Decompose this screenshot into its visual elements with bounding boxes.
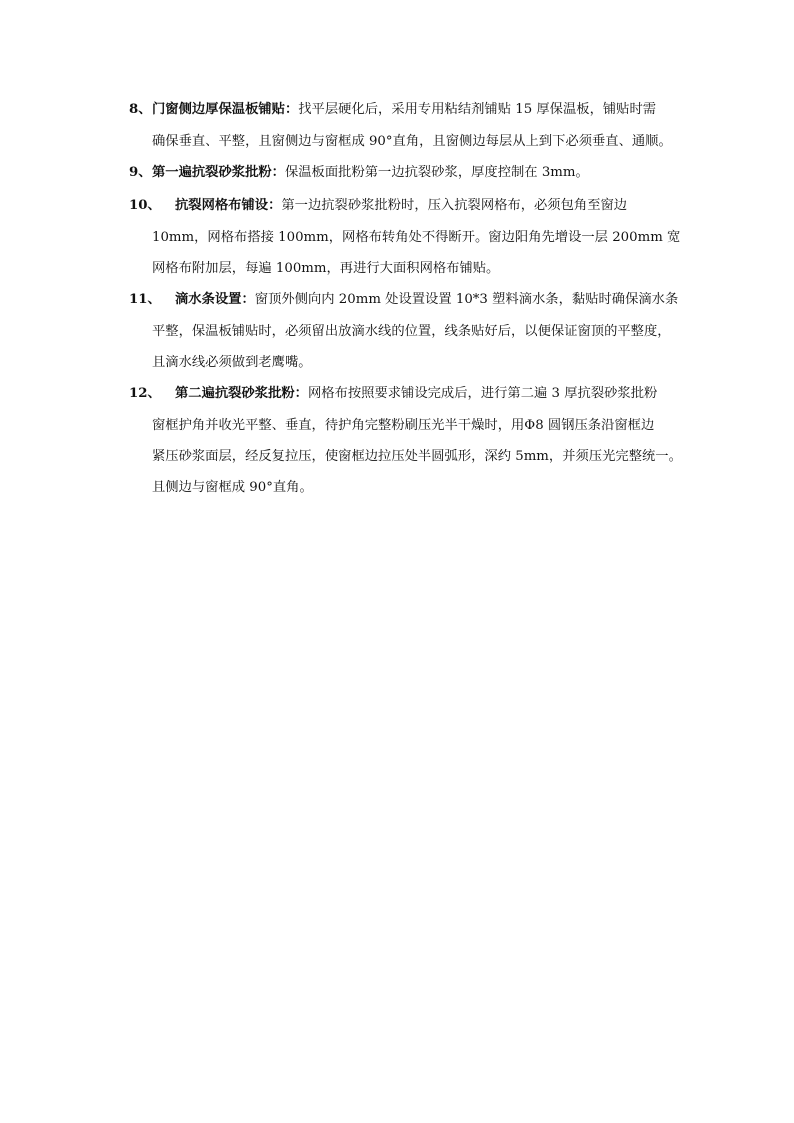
item-text-line: 紧压砂浆面层，经反复拉压，使窗框边拉压处半圆弧形，深约 5mm，并须压光完整统一。 [152,449,682,464]
item-text: 找平层硬化后，采用专用粘结剂铺贴 15 厚保温板，铺贴时需 [298,102,657,117]
item-text-line: 确保垂直、平整，且窗侧边与窗框成 90°直角，且窗侧边每层从上到下必须垂直、通顺。 [152,134,672,149]
item-title: 第二遍抗裂砂浆批粉： [175,386,308,401]
item-text: 网格布按照要求铺设完成后，进行第二遍 3 厚抗裂砂浆批粉 [307,386,658,401]
item-number: 11、 [129,292,161,307]
item-first-line [175,385,657,403]
item-text-line: 且侧边与窗框成 90°直角。 [152,480,313,495]
item-text-line: 网格布附加层，每遍 100mm，再进行大面积网格布铺贴。 [152,261,500,276]
item-number: 12、 [129,386,161,401]
item-title: 门窗侧边厚保温板铺贴： [152,102,299,117]
item-first-line [152,101,656,119]
item-text-line: 窗框护角并收光平整、垂直，待护角完整粉刷压光半干燥时，用Φ8 圆钢压条沿窗框边 [152,418,655,433]
item-text-line: 且滴水线必须做到老鹰嘴。 [152,355,312,370]
item-first-line [152,164,589,182]
item-title: 抗裂网格布铺设： [175,198,282,213]
item-number: 10、 [129,198,161,213]
item-text: 第一边抗裂砂浆批粉时，压入抗裂网格布，必须包角至窗边 [281,198,628,213]
item-title: 滴水条设置： [175,292,255,307]
item-text: 窗顶外侧向内 20mm 处设置设置 10*3 塑料滴水条，黏贴时确保滴水条 [254,292,679,307]
item-title: 第一遍抗裂砂浆批粉： [152,165,285,180]
item-text-line: 10mm，网格布搭接 100mm，网格布转角处不得断开。窗边阳角先增设一层 200mm 宽 [152,230,681,245]
item-first-line [175,197,627,215]
item-number: 9、 [129,165,152,180]
item-first-line [175,291,678,309]
item-number: 8、 [129,102,152,117]
item-text: 保温板面批粉第一边抗裂砂浆，厚度控制在 3mm。 [284,165,589,180]
item-text-line: 平整，保温板铺贴时，必须留出放滴水线的位置，线条贴好后，以便保证窗顶的平整度， [152,324,671,339]
